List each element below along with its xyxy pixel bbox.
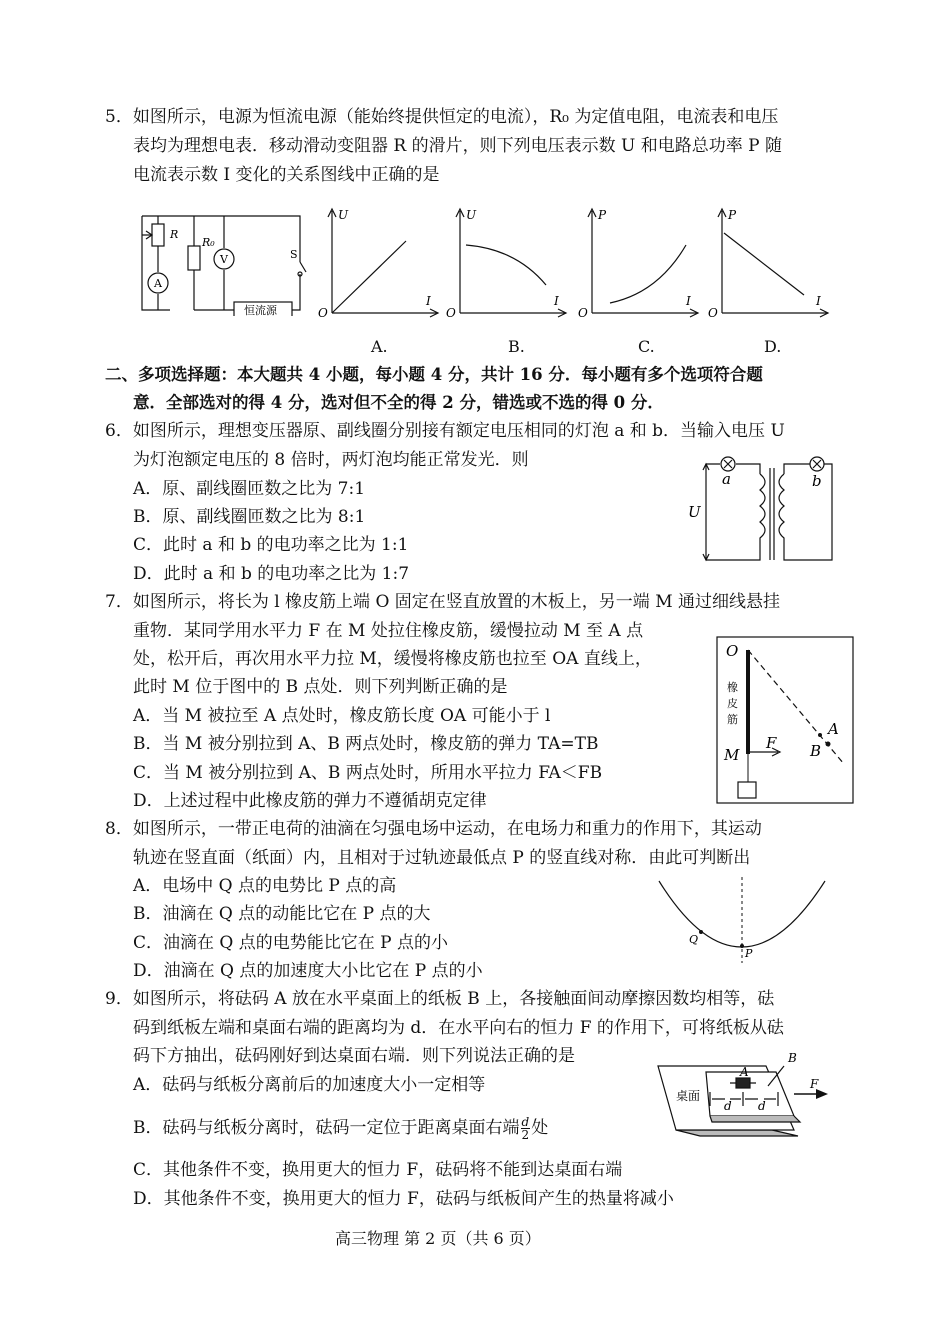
graph-label-a: A. [371, 337, 388, 356]
q7-line-2: 重物．某同学用水平力 F 在 M 处拉住橡皮筋，缓慢拉动 M 至 A 点 [133, 621, 644, 641]
q7-option-d: D．上述过程中此橡皮筋的弹力不遵循胡克定律 [133, 791, 487, 811]
graph-label-d: D. [764, 337, 782, 356]
q8-option-d: D．油滴在 Q 点的加速度大小比它在 P 点的小 [133, 961, 483, 981]
graph-b-curve [466, 245, 546, 285]
force-f-label: F [810, 1077, 819, 1091]
q8-trajectory-diagram [655, 875, 831, 967]
voltmeter-label: V [220, 253, 228, 266]
circuit-label-r: R [170, 228, 179, 241]
rubber-label-char-1: 橡 [727, 681, 738, 694]
point-o-label: O [726, 642, 739, 660]
q5-line-3: 电流表示数 I 变化的关系图线中正确的是 [133, 165, 440, 185]
q8-option-c: C．油滴在 Q 点的电势能比它在 P 点的小 [133, 933, 448, 953]
q7-rubber-band-diagram [716, 636, 856, 806]
q5-line-1: 5．如图所示，电源为恒流电源（能始终提供恒定的电流），R₀ 为定值电阻，电流表和电压 [105, 107, 779, 127]
q9-option-c: C．其他条件不变，换用更大的恒力 F，砝码将不能到达桌面右端 [133, 1160, 623, 1180]
graph-b-x-label: I [554, 294, 559, 308]
point-b-label: B [810, 742, 822, 760]
page-footer: 高三物理 第 2 页（共 6 页） [335, 1229, 541, 1248]
q5-graph-c [578, 205, 702, 321]
q9-line-1: 9．如图所示，将砝码 A 放在水平桌面上的纸板 B 上，各接触面间动摩擦因数均相等，砝 [105, 989, 775, 1009]
q5-graph-b [446, 205, 570, 321]
point-q-label: Q [689, 933, 699, 946]
q9-option-b [133, 1116, 548, 1141]
q6-option-b: B．原、副线圈匝数之比为 8:1 [133, 507, 366, 527]
q7-option-c: C．当 M 被分别拉到 A、B 两点处时，所用水平拉力 FA＜FB [133, 763, 603, 783]
q8-line-1: 8．如图所示，一带正电荷的油滴在匀强电场中运动，在电场力和重力的作用下，其运动 [105, 819, 762, 839]
board-b-label: B [788, 1051, 797, 1065]
q9-line-3: 码下方抽出，砝码刚好到达桌面右端．则下列说法正确的是 [133, 1046, 575, 1066]
rubber-label-char-2: 皮 [727, 697, 738, 710]
fraction-denominator: 2 [521, 1128, 530, 1142]
q5-circuit-diagram [138, 210, 310, 316]
q5-graph-d [708, 205, 832, 321]
section2-heading-line-1: 二、多项选择题：本大题共 4 小题，每小题 4 分，共计 16 分．每小题有多个选项符合题 [105, 365, 763, 384]
q7-option-a: A．当 M 被拉至 A 点处时，橡皮筋长度 OA 可能小于 l [133, 706, 551, 726]
q6-option-d: D．此时 a 和 b 的电功率之比为 1:7 [133, 564, 410, 584]
graph-d-origin: O [708, 306, 718, 320]
force-f-label: F [766, 734, 777, 752]
q8-option-a: A．电场中 Q 点的电势比 P 点的高 [133, 876, 397, 896]
q9-option-b-fraction [521, 1116, 531, 1141]
q9-option-a: A．砝码与纸板分离前后的加速度大小一定相等 [133, 1075, 486, 1095]
q8-line-2: 轨迹在竖直面（纸面）内，且相对于过轨迹最低点 P 的竖直线对称．由此可判断出 [133, 848, 751, 868]
graph-c-x-label: I [686, 294, 691, 308]
input-voltage-label: U [688, 503, 701, 521]
graph-a-origin: O [318, 306, 328, 320]
ammeter-label: A [154, 277, 162, 290]
graph-c-y-label: P [598, 208, 607, 222]
distance-d-left-label: d [724, 1099, 732, 1113]
q7-line-4: 此时 M 位于图中的 B 点处．则下列判断正确的是 [133, 677, 508, 697]
graph-d-x-label: I [816, 294, 821, 308]
fraction-numerator: d [521, 1115, 530, 1129]
section2-heading-line-2: 意．全部选对的得 4 分，选对但不全的得 2 分，错选或不选的得 0 分． [133, 393, 664, 412]
graph-label-c: C. [638, 337, 655, 356]
q7-option-b: B．当 M 被分别拉到 A、B 两点处时，橡皮筋的弹力 TA=TB [133, 734, 599, 754]
q6-line-1: 6．如图所示，理想变压器原、副线圈分别接有额定电压相同的灯泡 a 和 b．当输入电压 U [105, 421, 785, 441]
q6-line-2: 为灯泡额定电压的 8 倍时，两灯泡均能正常发光．则 [133, 450, 529, 470]
graph-d-y-label: P [728, 208, 737, 222]
q7-line-3: 处，松开后，再次用水平力拉 M，缓慢将橡皮筋也拉至 OA 直线上， [133, 649, 652, 669]
circuit-label-r0: R₀ [202, 236, 215, 249]
graph-a-curve [332, 241, 406, 313]
q6-option-a: A．原、副线圈匝数之比为 7:1 [133, 479, 366, 499]
distance-d-right-label: d [758, 1099, 766, 1113]
q9-option-b-text: B．砝码与纸板分离时，砝码一定位于距离桌面右端 [133, 1118, 520, 1138]
q9-option-b-tail: 处 [531, 1118, 549, 1138]
q5-graph-a [318, 205, 442, 321]
q9-desk-diagram [656, 1048, 836, 1140]
graph-c-origin: O [578, 306, 588, 320]
lamp-a-label: a [722, 470, 731, 488]
current-source-label: 恒流源 [244, 304, 277, 316]
graph-a-y-label: U [338, 208, 349, 222]
point-m-label: M [724, 746, 740, 764]
graph-label-b: B. [508, 337, 525, 356]
graph-b-y-label: U [466, 208, 477, 222]
q6-option-c: C．此时 a 和 b 的电功率之比为 1:1 [133, 535, 409, 555]
point-a-label: A [828, 720, 839, 738]
graph-b-origin: O [446, 306, 456, 320]
q6-transformer-diagram [682, 454, 838, 568]
lamp-b-label: b [812, 472, 822, 490]
q9-option-d: D．其他条件不变，换用更大的恒力 F，砝码与纸板间产生的热量将减小 [133, 1189, 674, 1209]
graph-a-x-label: I [426, 294, 431, 308]
graph-d-curve [724, 233, 804, 295]
desk-label: 桌面 [676, 1089, 701, 1103]
rubber-label-char-3: 筋 [727, 713, 738, 726]
q9-line-2: 码到纸板左端和桌面右端的距离均为 d．在水平向右的恒力 F 的作用下，可将纸板从砝 [133, 1018, 784, 1038]
q5-line-2: 表均为理想电表．移动滑动变阻器 R 的滑片，则下列电压表示数 U 和电路总功率 P 随 [133, 136, 782, 156]
switch-label: S [290, 248, 298, 261]
graph-c-curve [610, 245, 686, 303]
point-p-label: P [745, 947, 753, 960]
q7-line-1: 7．如图所示，将长为 l 橡皮筋上端 O 固定在竖直放置的木板上，另一端 M 通过细线悬挂 [105, 592, 781, 612]
q8-option-b: B．油滴在 Q 点的动能比它在 P 点的大 [133, 904, 431, 924]
weight-a-label: A [740, 1065, 749, 1079]
